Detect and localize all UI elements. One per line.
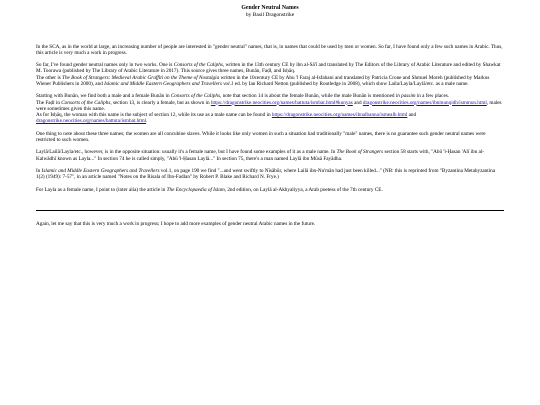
text-span: section 58 starts with, "Abū 'l-Ḥasan 'Alī ibn al-Kalwādhī known as Layla..." In section 74 he is called simply, "Abū 'l-Ḥasan Laylā..." In section 75, there's a man named Laylā ibn Mūsā Fayādha. xyxy=(36,149,485,162)
latin-term: in passim xyxy=(395,93,416,100)
text-span: So far, I've found gender neutral names only in two works. One is xyxy=(36,62,174,69)
book-title: Consorts of the Caliphs xyxy=(173,62,223,69)
text-span: For Layla as a female name, I point to (inter alia) the article in xyxy=(36,186,167,193)
page-title: Gender Neutral Names xyxy=(241,5,299,11)
book-title: Islamic and Middle Eastern Geographers and Travellers xyxy=(41,167,160,174)
text-span: , section 13, is clearly a female, but as shown in xyxy=(110,99,211,106)
text-span: written in the 10century CE by Abu 'l Faraj al-Isfahani and translated by Patricia Crone and Shmuel Moreh (published by Markus Wiener Publishers in 2000), and xyxy=(36,74,490,87)
text-span: As for Isḥāq, the woman with this name is the subject of section 12, while its use as a male name can be found in xyxy=(36,112,272,119)
text-span: Laylā/Lailā/Layla/etc., however, is in the opposite situation: usually it's a female name, but I have found some examples of it as a male name. In xyxy=(36,149,337,156)
text-span: , written in the 13th century CE by ibn al-Sā'ī and translated by The Editors of the Library of Arabic Literature and edited by Shawkat M. Toorawa (published by The Library of Arabic Literature in 2017). This source gives three names, Bunān, Faḍl, and Isḥāq. xyxy=(36,62,501,75)
text-span: . xyxy=(146,118,148,125)
author-byline: by Basil Dragonstrike xyxy=(245,12,295,18)
intro-paragraph: In the SCA, as in the world at large, an increasing number of people are interested in "gender neutral" names, that is, in names that could be used by men or women. So far, I have found only a few such names in Arabic. Thus, this article is very much a work in progress. xyxy=(36,43,503,56)
link-ismbat[interactable]: dragonstrike.neocities.org/names/battuta/ismbat.html xyxy=(36,118,147,125)
concubine-note-paragraph: One thing to note about these three names; the women are all concubine slaves. While it looks like only women in such a situation had traditionally "male" names, there is no guarantee such gender neutral names were restricted to such women. xyxy=(36,130,486,144)
closing-paragraph: Again, let me say that this is very much a work in progress; I hope to add more examples of gender neutral Arabic names in the future. xyxy=(36,220,316,227)
text-span: ed. by Ian Richard Netton (published by Routledge in 2008), which show Laila/Layla/Laylā/etc. as a male name. xyxy=(233,80,469,87)
text-span: The Faḍl in xyxy=(36,99,62,106)
layla-paragraph xyxy=(36,149,504,162)
horizontal-divider xyxy=(36,210,504,211)
book-title: Consorts of the Caliphs xyxy=(61,99,111,106)
text-span: The other is xyxy=(36,74,63,81)
text-span: vol.1, on page 190 we find "...and went swiftly to Nīsābūr, where Lailā ibn-Nu'mān had just been killed..." (NB: this is reprinted from "Byzantina Metabyzantina 1(2) (1949): 7-57", in an article named "Notes on the Risala of Ibn-Fadlan" by Robert P. Blake and Richard N. Frye.) xyxy=(36,167,496,181)
text-span: , males were sometimes given this name. xyxy=(36,99,502,112)
text-span: In xyxy=(36,167,42,174)
text-span: Starting with Bunān, we find both a male and a female Bunān in xyxy=(36,93,171,100)
link-ismmun[interactable]: dragonstrike.neocities.org/names/ibnmunqidh/ismmun.html xyxy=(362,99,487,106)
female-layla-paragraph xyxy=(36,187,504,193)
text-span: in a few places. xyxy=(415,93,450,100)
book-title: Islamic and Middle Eastern Geographers and Travellers vol.1 xyxy=(104,80,234,87)
book-title: The Encyclopaedia of Islam xyxy=(166,186,225,193)
book-title: The Book of Strangers: Medieval Arabic Graffiti on the Theme of Nostalgia xyxy=(62,74,220,81)
text-span: and xyxy=(407,112,417,119)
book-title: Consorts of the Caliphs xyxy=(170,93,220,100)
text-span: , note that section 14 is about the female Bunān, while the male Bunān is mentioned xyxy=(220,93,396,100)
sources-paragraph xyxy=(36,62,504,87)
text-span: and xyxy=(352,99,363,106)
link-ismealb[interactable]: https://dragonstrike.neocities.org/names/ibnalbanna/ismealb.html xyxy=(271,112,408,119)
text-span: , 2nd edition, on Laylā al-Akhyaliyya, a Arab poetess of the 7th century CE. xyxy=(224,186,383,193)
geographers-paragraph xyxy=(36,168,504,181)
book-title: The Book of Strangers xyxy=(336,149,384,156)
link-ismbat-kunyas[interactable]: https://dragonstrike.neocities.org/names/battuta/ismbat.html#kunyas xyxy=(210,99,353,106)
bunan-fadl-ishaq-paragraph xyxy=(36,93,504,124)
